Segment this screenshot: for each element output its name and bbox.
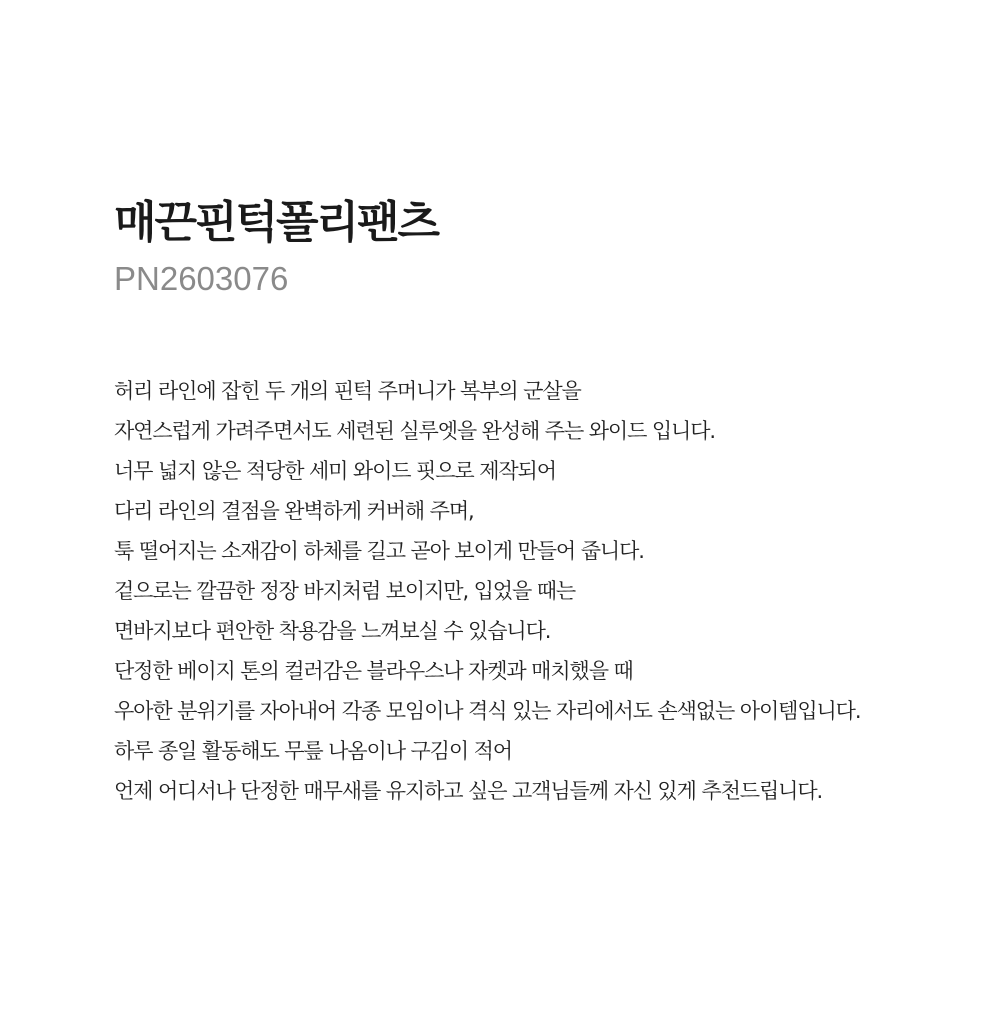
description-line: 언제 어디서나 단정한 매무새를 유지하고 싶은 고객님들께 자신 있게 추천드립니다.: [114, 779, 823, 803]
product-title: 매끈핀턱폴리팬츠: [114, 197, 439, 248]
description-line: 자연스럽게 가려주면서도 세련된 실루엣을 완성해 주는 와이드 입니다.: [114, 419, 715, 443]
description-line: 면바지보다 편안한 착용감을 느껴보실 수 있습니다.: [114, 619, 551, 643]
description-line: 단정한 베이지 톤의 컬러감은 블라우스나 자켓과 매치했을 때: [114, 659, 633, 683]
description-line: 다리 라인의 결점을 완벽하게 커버해 주며,: [114, 499, 474, 523]
description-line: 겉으로는 깔끔한 정장 바지처럼 보이지만, 입었을 때는: [114, 579, 576, 603]
description-line: 툭 떨어지는 소재감이 하체를 길고 곧아 보이게 만들어 줍니다.: [114, 539, 644, 563]
description-line: 하루 종일 활동해도 무릎 나옴이나 구김이 적어: [114, 739, 512, 763]
description-line: 너무 넓지 않은 적당한 세미 와이드 핏으로 제작되어: [114, 459, 556, 483]
description-line: 허리 라인에 잡힌 두 개의 핀턱 주머니가 복부의 군살을: [114, 379, 581, 403]
product-description: [114, 371, 984, 811]
description-line: 우아한 분위기를 자아내어 각종 모임이나 격식 있는 자리에서도 손색없는 아이템입니다.: [114, 699, 861, 723]
product-code: PN2603076: [114, 260, 289, 297]
